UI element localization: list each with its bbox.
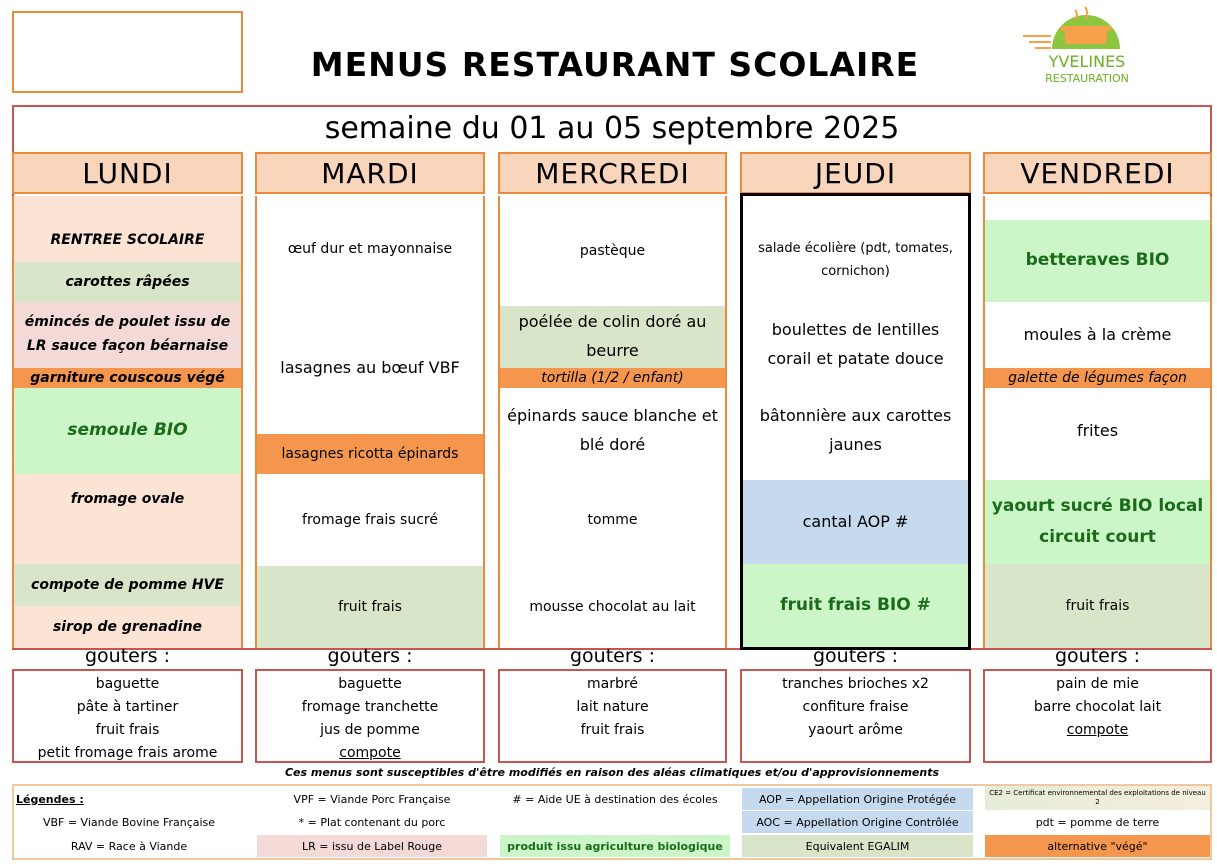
- gouters-lundi: [12, 669, 243, 763]
- legend-ce2: CE2 = Certificat environnemental des exploitations de niveau 2: [985, 786, 1210, 810]
- menu-item: tortilla (1/2 / enfant): [500, 368, 725, 388]
- menu-item: cantal AOP #: [742, 480, 969, 564]
- menu-item: tomme: [587, 511, 638, 528]
- legend-vege: alternative "végé": [985, 835, 1210, 857]
- legend-pdt: pdt = pomme de terre: [1035, 815, 1160, 829]
- menu-item: salade écolière (pdt, tomates, cornichon): [758, 240, 953, 279]
- day-header-jeudi: JEUDI: [740, 152, 971, 194]
- gouter-item: compote: [339, 745, 401, 761]
- gouter-item: lait nature: [576, 699, 649, 715]
- menu-item: RENTREE SCOLAIRE: [14, 196, 241, 262]
- menu-item: lasagnes ricotta épinards: [257, 434, 483, 474]
- menu-item: sirop de grenadine: [14, 606, 241, 648]
- menu-item: carottes râpées: [14, 262, 241, 302]
- menu-item: semoule BIO: [14, 388, 241, 474]
- legend-bio: produit issu agriculture biologique: [500, 835, 730, 857]
- menu-item: fruit frais: [257, 566, 483, 648]
- menu-item: betteraves BIO: [985, 220, 1210, 302]
- menu-item: mousse chocolat au lait: [529, 598, 696, 615]
- gouter-item: pain de mie: [1056, 676, 1139, 692]
- menu-item: frites: [1076, 421, 1119, 441]
- gouter-item: pâte à tartiner: [76, 699, 179, 715]
- gouters-mercredi: [498, 669, 727, 763]
- day-header-vendredi: VENDREDI: [983, 152, 1212, 194]
- yvelines-restauration-logo: [1015, 4, 1160, 89]
- gouters-heading: gouters :: [812, 645, 899, 667]
- page-title: MENUS RESTAURANT SCOLAIRE: [310, 45, 920, 84]
- gouters-heading: gouters :: [84, 645, 171, 667]
- jeudi-highlight-frame: [740, 193, 971, 650]
- legend-egalim: Equivalent EGALIM: [742, 835, 973, 857]
- legend-ue: # = Aide UE à destination des écoles: [512, 792, 718, 806]
- menu-item: yaourt sucré BIO local circuit court: [985, 480, 1210, 564]
- logo-text-1: YVELINES: [1048, 52, 1126, 71]
- gouters-heading: gouters :: [327, 645, 413, 667]
- column-vendredi: [983, 196, 1212, 648]
- week-label: semaine du 01 au 05 septembre 2025: [324, 110, 900, 146]
- gouters-heading: gouters :: [1054, 645, 1141, 667]
- gouter-item: baguette: [338, 676, 402, 692]
- menu-item: boulettes de lentilles corail et patate douce: [767, 320, 944, 368]
- logo-text-2: RESTAURATION: [1045, 72, 1129, 85]
- gouter-item: jus de pomme: [320, 722, 420, 738]
- legend-vbf: VBF = Viande Bovine Française: [42, 815, 216, 829]
- gouters-heading: gouters :: [569, 645, 656, 667]
- gouter-item: yaourt arôme: [808, 722, 903, 738]
- menu-item: épinards sauce blanche et blé doré: [507, 406, 718, 454]
- gouter-item: fruit frais: [580, 722, 645, 738]
- disclaimer-notice: Ces menus sont susceptibles d'être modifiés en raison des aléas climatiques et/ou d'approvisionnements: [284, 766, 940, 779]
- menu-item: galette de légumes façon: [985, 368, 1210, 388]
- legend-box: [12, 784, 1212, 860]
- legend-aop: AOP = Appellation Origine Protégée: [742, 788, 973, 810]
- menu-item: garniture couscous végé: [14, 368, 241, 388]
- menu-item: compote de pomme HVE: [14, 564, 241, 606]
- column-mercredi: [498, 196, 727, 648]
- legend-title: Légendes :: [16, 792, 84, 806]
- gouter-item: compote: [1066, 722, 1129, 738]
- gouter-item: fromage tranchette: [301, 699, 439, 715]
- menu-item: fruit frais: [985, 564, 1210, 648]
- day-header-mardi: MARDI: [255, 152, 485, 194]
- menu-item: moules à la crème: [1023, 325, 1172, 345]
- menu-item: œuf dur et mayonnaise: [287, 240, 453, 257]
- menu-item: bâtonnière aux carottes jaunes: [759, 406, 952, 454]
- column-lundi: [12, 196, 243, 648]
- day-header-lundi: LUNDI: [12, 152, 243, 194]
- gouter-item: confiture fraise: [802, 699, 909, 715]
- legend-vpf: VPF = Viande Porc Française: [293, 792, 451, 806]
- gouter-item: fruit frais: [95, 722, 160, 738]
- menu-item: pastèque: [579, 242, 646, 259]
- gouters-vendredi: [983, 669, 1212, 763]
- menu-item: fruit frais BIO #: [742, 564, 969, 648]
- menu-item: fromage frais sucré: [302, 511, 438, 528]
- gouters-mardi: [255, 669, 485, 763]
- gouter-item: tranches brioches x2: [782, 676, 929, 692]
- gouter-item: marbré: [587, 676, 638, 692]
- gouter-item: petit fromage frais arome: [37, 745, 218, 761]
- menu-item: lasagnes au bœuf VBF: [280, 358, 460, 378]
- menu-item: fromage ovale: [14, 474, 241, 564]
- legend-aoc: AOC = Appellation Origine Contrôlée: [742, 811, 973, 833]
- day-header-mercredi: MERCREDI: [498, 152, 727, 194]
- logo-placeholder-box: [12, 11, 243, 93]
- legend-porc: * = Plat contenant du porc: [298, 815, 446, 829]
- menu-item: émincés de poulet issu de LR sauce façon béarnaise: [14, 302, 241, 368]
- legend-rav: RAV = Race à Viande: [70, 839, 188, 853]
- gouter-item: baguette: [95, 676, 160, 692]
- gouter-item: barre chocolat lait: [1033, 699, 1162, 715]
- legend-lr: LR = issu de Label Rouge: [257, 835, 487, 857]
- gouters-jeudi: [740, 669, 971, 763]
- menu-item: poélée de colin doré au beurre: [500, 306, 725, 368]
- column-mardi: [255, 196, 485, 648]
